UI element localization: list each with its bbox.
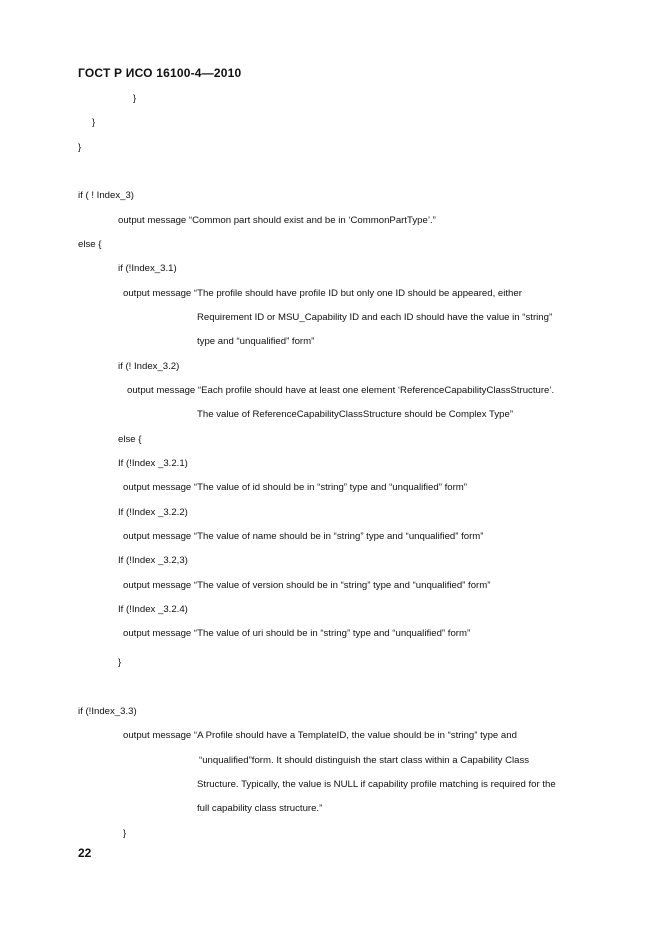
- code-line: output message “The profile should have profile ID but only one ID should be appeared, either: [123, 288, 522, 299]
- code-line: output message “Each profile should have at least one element ‘ReferenceCapabilityClassStructure’.: [127, 385, 555, 396]
- code-line: output message “The value of version should be in “string” type and “unqualified” form”: [123, 580, 491, 591]
- code-line: If (!Index _3.2.4): [118, 604, 188, 615]
- code-line: output message “The value of name should be in “string” type and “unqualified” form”: [123, 531, 484, 542]
- code-line: }: [118, 657, 122, 668]
- code-line: }: [133, 93, 137, 104]
- code-line: output message “The value of uri should be in “string” type and “unqualified” form”: [123, 628, 471, 639]
- code-line: If (!Index _3.2.1): [118, 458, 188, 469]
- code-line: The value of ReferenceCapabilityClassStructure should be Complex Type”: [197, 409, 514, 420]
- code-line: if ( ! Index_3): [78, 190, 134, 201]
- code-line: “unqualified”form. It should distinguish the start class within a Capability Class: [199, 755, 530, 766]
- code-line: Requirement ID or MSU_Capability ID and each ID should have the value in “string”: [197, 312, 553, 323]
- code-line: else {: [118, 434, 142, 445]
- code-line: If (!Index _3.2.2): [118, 507, 188, 518]
- code-line: if (!Index_3.1): [118, 263, 177, 274]
- code-line: full capability class structure.”: [197, 803, 323, 814]
- page-number: 22: [78, 846, 92, 860]
- code-line: }: [92, 117, 96, 128]
- code-line: }: [78, 142, 82, 153]
- code-line: Structure. Typically, the value is NULL if capability profile matching is required for the: [197, 779, 556, 790]
- code-line: if (! Index_3.2): [118, 361, 180, 372]
- document-header: ГОСТ Р ИСО 16100-4—2010: [78, 66, 242, 80]
- code-line: output message “A Profile should have a TemplateID, the value should be in “string” type and: [123, 730, 517, 741]
- code-line: }: [123, 828, 127, 839]
- code-line: else {: [78, 239, 102, 250]
- code-line: if (!Index_3.3): [78, 706, 137, 717]
- code-line: output message “The value of id should be in “string” type and “unqualified” form”: [123, 482, 467, 493]
- code-line: output message “Common part should exist and be in ‘CommonPartType’.”: [118, 215, 436, 226]
- code-line: If (!Index _3.2,3): [118, 555, 188, 566]
- code-line: type and “unqualified” form”: [197, 336, 315, 347]
